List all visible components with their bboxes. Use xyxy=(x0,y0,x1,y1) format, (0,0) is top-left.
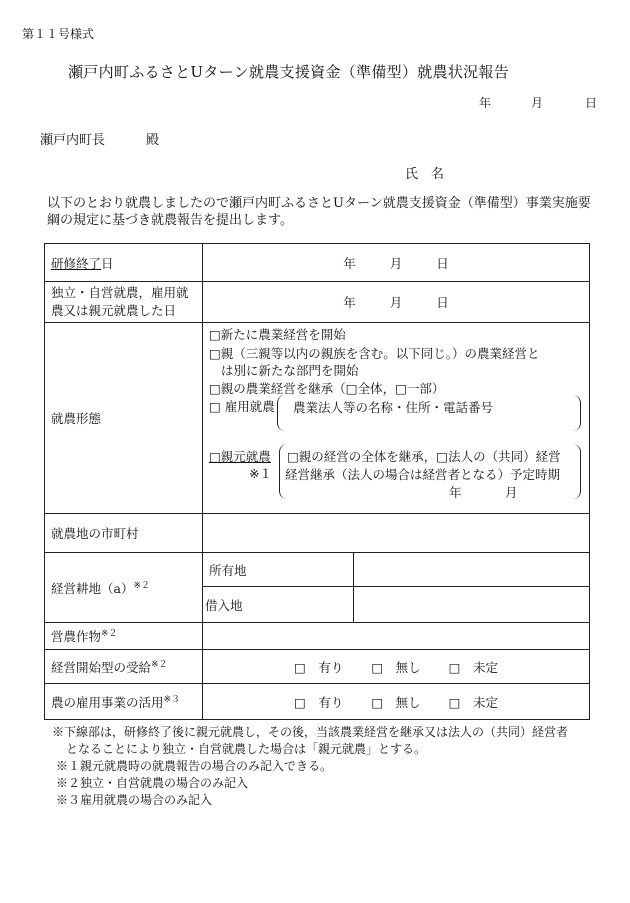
owned-land-field[interactable] xyxy=(354,553,590,587)
home-farming-year: 年 xyxy=(449,485,462,500)
owned-land-label: 所有地 xyxy=(203,553,354,587)
subsidy-label-text: 経営開始型の受給 xyxy=(51,659,152,675)
footnote-underline-2: となることにより独立・自営就農した場合は「親元就農」とする。 xyxy=(66,742,427,756)
footnote-underline-1: ※下線部は，研修終了後に親元就農し，その後，当該農業経営を継承又は法人の（共同）経営者 xyxy=(52,725,569,739)
home-farming-succession-options[interactable]: □親の経営の全体を継承，□法人の（共同）経営 xyxy=(287,449,561,464)
footnotes xyxy=(52,724,568,809)
footnote-2: ※２独立・自営就農の場合のみ記入 xyxy=(56,776,249,790)
start-date-year: 年 xyxy=(343,295,356,310)
row-farmland-owned xyxy=(45,553,590,587)
crops-label-text: 営農作物 xyxy=(51,629,102,644)
farmland-label xyxy=(45,553,203,623)
start-date-field[interactable] xyxy=(203,282,590,323)
opt-parent-new-division-line1[interactable]: □親（三親等以内の親族を含む。以下同じ。）の農業経営と xyxy=(209,346,540,361)
employment-options xyxy=(203,684,590,720)
crops-note-mark: ※２ xyxy=(101,628,118,639)
municipality-label: 就農地の市町村 xyxy=(45,514,203,553)
farmland-label-text: 経営耕地（a） xyxy=(51,580,134,596)
intro-text: 以下のとおり就農しましたので瀬戸内町ふるさとUターン就農支援資金（準備型）事業実施要綱の規定に基づき就農報告を提出します。 xyxy=(47,196,591,228)
footnote-3: ※３雇用就農の場合のみ記入 xyxy=(56,793,213,807)
row-employment xyxy=(45,684,590,720)
page-title: 瀬戸内町ふるさとUターン就農支援資金（準備型）就農状況報告 xyxy=(68,63,510,81)
subsidy-undecided-checkbox[interactable]: □ 未定 xyxy=(448,659,498,675)
subsidy-options xyxy=(203,650,590,684)
opt-parent-new-division-line2: は別に新たな部門を開始 xyxy=(221,363,359,378)
training-end-label xyxy=(45,244,203,282)
row-farming-type xyxy=(45,323,590,514)
subsidy-label xyxy=(45,650,203,684)
opt-home-farming-label: □親元就農 xyxy=(209,449,271,464)
form-number: 第１１号様式 xyxy=(22,27,95,41)
start-date-day: 日 xyxy=(436,295,449,310)
report-table xyxy=(44,243,590,720)
municipality-field[interactable] xyxy=(203,514,590,553)
home-farming-note-mark: ※１ xyxy=(249,466,272,481)
farming-type-label: 就農形態 xyxy=(45,323,203,514)
date-day: 日 xyxy=(585,96,598,110)
employment-no-checkbox[interactable]: □ 無し xyxy=(371,694,421,710)
addressee-honorific: 殿 xyxy=(146,133,160,148)
employment-label-text: 農の雇用事業の活用 xyxy=(51,694,164,710)
start-date-label-line2: 農又は親元就農した日 xyxy=(51,303,177,318)
home-farming-month: 月 xyxy=(505,485,518,500)
date-month: 月 xyxy=(531,96,544,110)
opt-home-farming[interactable] xyxy=(209,447,271,465)
start-date-label-line1: 独立・自営就農，雇用就 xyxy=(51,285,189,300)
row-municipality xyxy=(45,514,590,553)
training-end-label-rest: 日 xyxy=(101,255,114,271)
leased-land-label: 借入地 xyxy=(203,587,354,623)
row-crops xyxy=(45,623,590,650)
employment-undecided-checkbox[interactable]: □ 未定 xyxy=(448,694,498,710)
leased-land-field[interactable] xyxy=(354,587,590,623)
subsidy-yes-checkbox[interactable]: □ 有り xyxy=(294,659,344,675)
row-start-date xyxy=(45,282,590,323)
training-end-year: 年 xyxy=(343,255,356,271)
date-year: 年 xyxy=(479,96,492,110)
training-end-day: 日 xyxy=(436,255,449,271)
employment-note-mark: ※３ xyxy=(163,694,181,705)
row-training-end xyxy=(45,244,590,282)
applicant-name-label: 氏 名 xyxy=(405,167,445,182)
footnote-1: ※１親元就農時の就農報告の場合のみ記入できる。 xyxy=(56,759,333,773)
subsidy-note-mark: ※２ xyxy=(151,659,168,670)
training-end-date-field[interactable] xyxy=(203,244,590,282)
subsidy-no-checkbox[interactable]: □ 無し xyxy=(371,659,421,675)
opt-inherit-parent[interactable]: □親の農業経営を継承（□全体，□一部） xyxy=(209,381,445,396)
row-subsidy xyxy=(45,650,590,684)
start-date-month: 月 xyxy=(389,295,403,310)
employment-yes-checkbox[interactable]: □ 有り xyxy=(294,694,344,710)
farming-type-options xyxy=(203,323,590,514)
employed-info-note: 農業法人等の名称・住所・電話番号 xyxy=(293,400,494,415)
farmland-note-mark: ※２ xyxy=(133,580,150,591)
start-date-label xyxy=(45,282,203,323)
training-end-month: 月 xyxy=(389,255,403,271)
crops-label xyxy=(45,623,203,650)
crops-field[interactable] xyxy=(203,623,590,650)
home-farming-succession-schedule: 経営継承（法人の場合は経営者となる）予定時期 xyxy=(285,467,561,482)
opt-new-farming[interactable]: □新たに農業経営を開始 xyxy=(209,327,346,342)
training-end-label-underlined: 研修終了 xyxy=(51,255,102,271)
employment-label xyxy=(45,684,203,720)
opt-employed-farming[interactable]: □ 雇用就農 xyxy=(209,399,275,414)
addressee-name: 瀬戸内町長 xyxy=(40,133,106,148)
